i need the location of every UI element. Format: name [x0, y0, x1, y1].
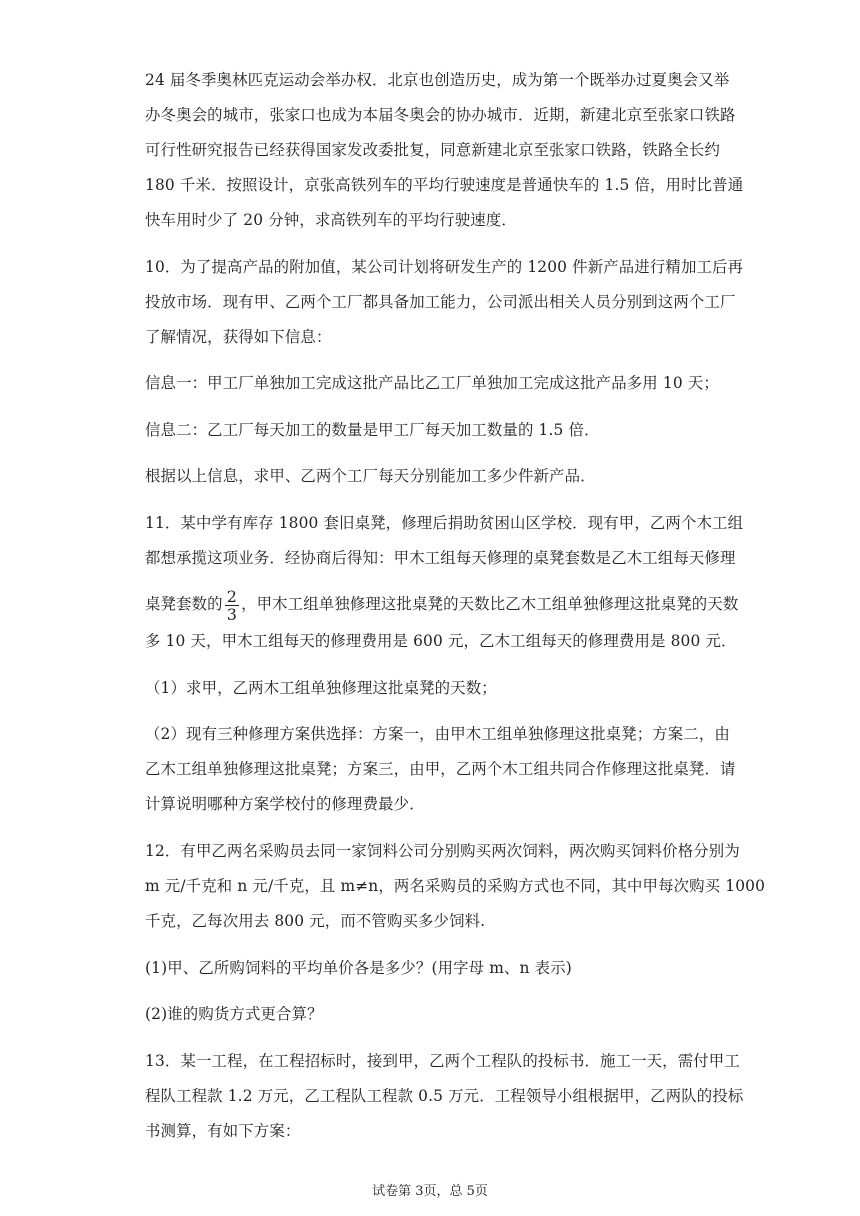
q12-line-1: 12．有甲乙两名采购员去同一家饲料公司分别购买两次饲料，两次购买饲料价格分别为	[145, 842, 740, 860]
q9-line-4: 180 千米．按照设计，京张高铁列车的平均行驶速度是普通快车的 1.5 倍，用时比普通	[145, 176, 744, 194]
q9-line-1: 24 届冬季奥林匹克运动会举办权．北京也创造历史，成为第一个既举办过夏奥会又举	[145, 71, 730, 89]
q11-line-4: 多 10 天，甲木工组每天的修理费用是 600 元，乙木工组每天的修理费用是 800 元．	[145, 632, 737, 650]
q9-line-2: 办冬奥会的城市，张家口也成为本届冬奥会的协办城市．近期，新建北京至张家口铁路	[145, 106, 736, 124]
q9-line-5: 快车用时少了 20 分钟，求高铁列车的平均行驶速度．	[145, 211, 517, 229]
q11-line-3	[145, 583, 738, 625]
q9-line-3: 可行性研究报告已经获得国家发改委批复，同意新建北京至张家口铁路，铁路全长约	[145, 141, 721, 159]
q12-line-3: 千克，乙每次用去 800 元，而不管购买多少饲料.	[145, 912, 486, 930]
q12-part-2: (2)谁的购货方式更合算？	[145, 1005, 323, 1023]
q10-line-3: 了解情况，获得如下信息：	[145, 328, 332, 346]
q10-line-1: 10．为了提高产品的附加值，某公司计划将研发生产的 1200 件新产品进行精加工后再	[145, 258, 744, 276]
q11-part-1: （1）求甲，乙两木工组单独修理这批桌凳的天数；	[145, 679, 497, 697]
q11-line-3a: 桌凳套数的	[145, 595, 223, 613]
fraction-denominator: 3	[226, 604, 238, 624]
q11-part-2-line-2: 乙木工组单独修理这批桌凳；方案三，由甲，乙两个木工组共同合作修理这批桌凳．请	[145, 760, 736, 778]
fraction-two-thirds	[225, 588, 239, 623]
q11-line-2: 都想承揽这项业务．经协商后得知：甲木工组每天修理的桌凳套数是乙木工组每天修理	[145, 549, 736, 567]
q12-part-1: (1)甲、乙所购饲料的平均单价各是多少？(用字母 m、n 表示)	[145, 959, 572, 977]
q10-ask: 根据以上信息，求甲、乙两个工厂每天分别能加工多少件新产品．	[145, 467, 596, 485]
q13-line-1: 13．某一工程，在工程招标时，接到甲，乙两个工程队的投标书．施工一天，需付甲工	[145, 1052, 740, 1070]
q10-line-2: 投放市场．现有甲、乙两个工厂都具备加工能力，公司派出相关人员分别到这两个工厂	[145, 293, 736, 311]
q10-info-1: 信息一：甲工厂单独加工完成这批产品比乙工厂单独加工完成这批产品多用 10 天；	[145, 374, 719, 392]
q11-line-3b: ，甲木工组单独修理这批桌凳的天数比乙木工组单独修理这批桌凳的天数	[241, 595, 739, 613]
q11-part-2-line-1: （2）现有三种修理方案供选择：方案一，由甲木工组单独修理这批桌凳；方案二，由	[145, 725, 730, 743]
q11-part-2-line-3: 计算说明哪种方案学校付的修理费最少．	[145, 795, 425, 813]
q13-line-2: 程队工程款 1.2 万元，乙工程队工程款 0.5 万元．工程领导小组根据甲，乙两队的投标	[145, 1087, 744, 1105]
q10-info-2: 信息二：乙工厂每天加工的数量是甲工厂每天加工数量的 1.5 倍．	[145, 421, 600, 439]
q12-line-2: m 元/千克和 n 元/千克，且 m≠n，两名采购员的采购方式也不同，其中甲每次购买 1000	[145, 877, 766, 895]
q13-line-3: 书测算，有如下方案：	[145, 1122, 301, 1140]
fraction-numerator: 2	[226, 586, 238, 606]
page-footer: 试卷第 3页，总 5页	[372, 1184, 488, 1199]
q11-line-1: 11．某中学有库存 1800 套旧桌凳，修理后捐助贫困山区学校．现有甲，乙两个木工组	[145, 514, 744, 532]
